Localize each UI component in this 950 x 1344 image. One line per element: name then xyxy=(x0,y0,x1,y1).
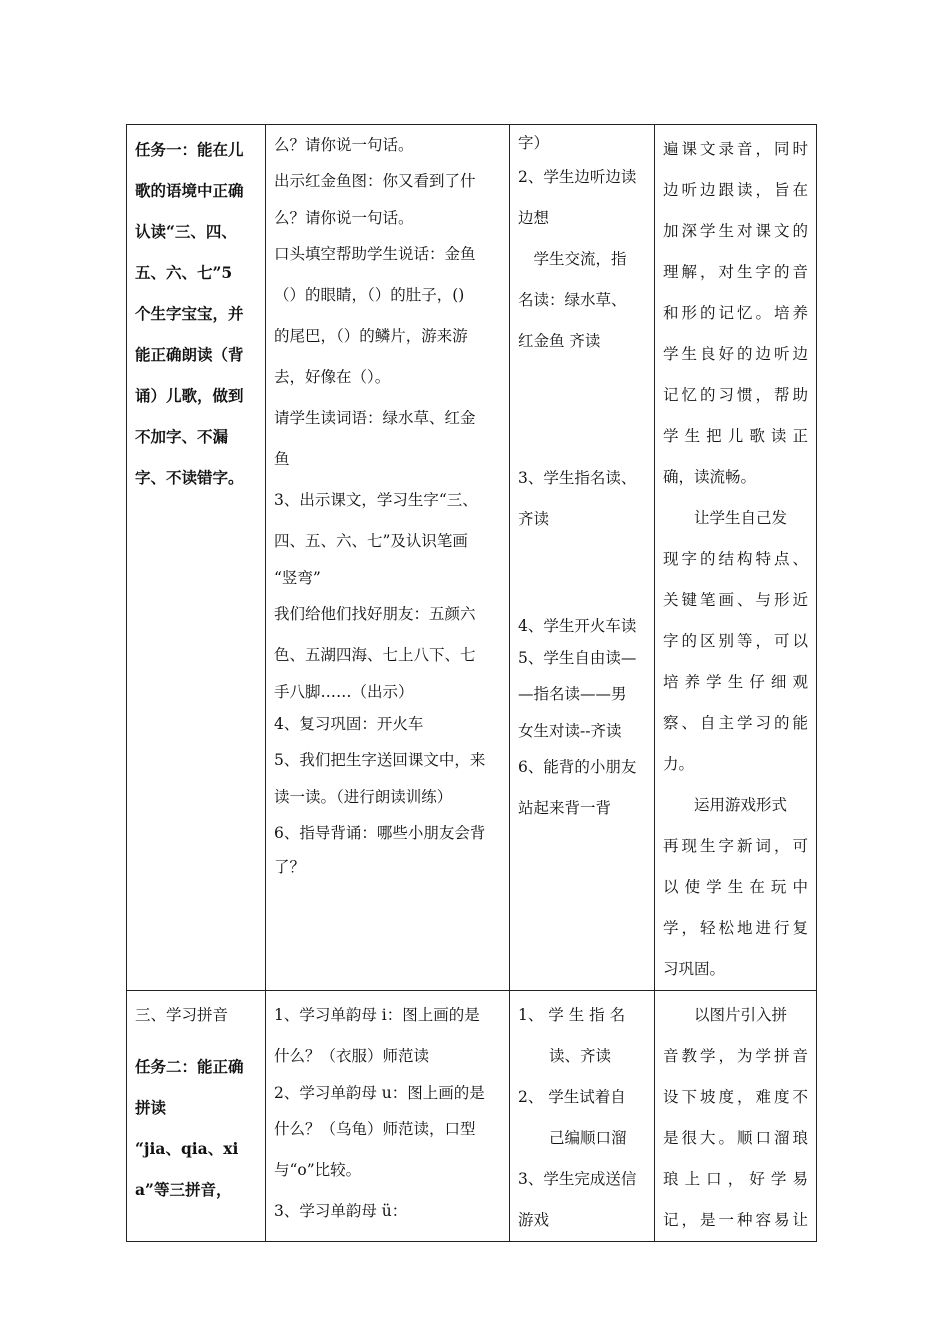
design-intent-cell xyxy=(655,125,817,991)
teacher-line: 6、指导背诵：哪些小朋友会背 xyxy=(274,824,486,842)
intent-line: 关键笔画、与形近 xyxy=(663,591,808,609)
student-line: 己编顺口溜 xyxy=(549,1129,627,1147)
teacher-line: 2、学习单韵母 u：图上画的是 xyxy=(274,1084,485,1102)
intent-line: 音教学，为学拼音 xyxy=(663,1047,808,1065)
teacher-line: 四、五、六、七”及认识笔画 xyxy=(274,532,468,550)
teacher-line: （）的眼睛，（）的肚子，() xyxy=(274,286,465,304)
teacher-line: 出示红金鱼图：你又看到了什 xyxy=(274,172,476,190)
teacher-line: 请学生读词语：绿水草、红金 xyxy=(274,409,476,427)
task-line: 诵）儿歌，做到 xyxy=(135,386,244,405)
teacher-activity-cell xyxy=(266,125,510,991)
student-line: —指名读——男 xyxy=(518,685,627,703)
teacher-line: 4、复习巩固：开火车 xyxy=(274,715,424,733)
teacher-line: 读一读。（进行朗读训练） xyxy=(274,788,453,806)
intent-line: 设下坡度，难度不 xyxy=(663,1088,808,1106)
student-line: 6、能背的小朋友 xyxy=(518,758,637,776)
teacher-line: 与“o”比较。 xyxy=(274,1161,362,1179)
intent-line: 记，是一种容易让 xyxy=(663,1211,808,1229)
task-line: 任务一：能在儿 xyxy=(135,140,244,159)
teacher-line: 色、五湖四海、七上八下、七 xyxy=(274,646,476,664)
student-activity-cell xyxy=(510,991,655,1242)
intent-line: 加深学生对课文的 xyxy=(663,222,808,240)
intent-line: 以图片引入拼 xyxy=(694,1006,788,1024)
task-line: 个生字宝宝，并 xyxy=(135,304,244,323)
lesson-plan-table xyxy=(126,124,817,1242)
intent-line: 运用游戏形式 xyxy=(694,796,788,814)
student-line: 红金鱼 齐读 xyxy=(518,332,601,350)
student-line: 读、齐读 xyxy=(549,1047,612,1065)
task-line: 字、不读错字。 xyxy=(135,468,244,487)
design-intent-cell xyxy=(655,991,817,1242)
teacher-line: “竖弯” xyxy=(274,569,321,587)
intent-line: 培养学生仔细观 xyxy=(663,673,808,691)
intent-line: 学生把儿歌读正 xyxy=(663,427,808,445)
intent-line: 遍课文录音，同时 xyxy=(663,140,808,158)
intent-line: 边听边跟读，旨在 xyxy=(663,181,808,199)
intent-line: 察、自主学习的能 xyxy=(663,714,808,732)
teacher-line: 去，好像在（）。 xyxy=(274,368,391,386)
teacher-line: 鱼 xyxy=(274,450,290,468)
teacher-line: 口头填空帮助学生说话：金鱼 xyxy=(274,245,476,263)
teacher-line: 3、出示课文，学习生字“三、 xyxy=(274,491,478,509)
task-cell xyxy=(127,125,266,991)
task-line: 认读“三、四、 xyxy=(135,222,237,241)
teacher-activity-cell xyxy=(266,991,510,1242)
task-line: 拼读 xyxy=(135,1098,167,1117)
intent-line: 字的区别等，可以 xyxy=(663,632,808,650)
intent-line: 记忆的习惯，帮助 xyxy=(663,386,808,404)
student-line: 字） xyxy=(518,134,550,152)
student-line: 边想 xyxy=(518,209,550,227)
task-line: “jia、qia、xi xyxy=(135,1139,239,1158)
intent-line: 和形的记忆。培养 xyxy=(663,304,808,322)
student-line: 女生对读--齐读 xyxy=(518,722,622,740)
student-line: 2、 学生试着自 xyxy=(518,1088,626,1106)
task-line: a”等三拼音， xyxy=(135,1180,232,1199)
student-line: 1、 学 生 指 名 xyxy=(518,1006,626,1024)
teacher-line: 3、学习单韵母 ü： xyxy=(274,1202,408,1220)
student-line: 3、学生指名读、 xyxy=(518,469,637,487)
teacher-line: 什么？（乌龟）师范读，口型 xyxy=(274,1120,476,1138)
intent-line: 学生良好的边听边 xyxy=(663,345,808,363)
student-line: 学生交流，指 xyxy=(533,250,627,268)
teacher-line: 1、学习单韵母 i：图上画的是 xyxy=(274,1006,480,1024)
intent-line: 力。 xyxy=(663,755,695,773)
intent-line: 是很大。顺口溜琅 xyxy=(663,1129,808,1147)
table-row xyxy=(127,991,817,1242)
section-heading: 三、学习拼音 xyxy=(135,1006,229,1024)
intent-line: 确，读流畅。 xyxy=(663,468,757,486)
student-line: 3、学生完成送信 xyxy=(518,1170,637,1188)
student-line: 5、学生自由读— xyxy=(518,649,637,667)
teacher-line: 我们给他们找好朋友：五颜六 xyxy=(274,605,476,623)
teacher-line: 什么？（衣服）师范读 xyxy=(274,1047,430,1065)
teacher-line: 的尾巴，（）的鳞片，游来游 xyxy=(274,327,468,345)
teacher-line: 手八脚……（出示） xyxy=(274,683,414,701)
intent-line: 再现生字新词，可 xyxy=(663,837,808,855)
student-line: 名读：绿水草、 xyxy=(518,291,627,309)
task-line: 不加字、不漏 xyxy=(135,427,229,446)
task-cell xyxy=(127,991,266,1242)
task-line: 五、六、七”5 xyxy=(135,263,233,282)
student-line: 游戏 xyxy=(518,1211,550,1229)
student-line: 站起来背一背 xyxy=(518,799,612,817)
intent-line: 琅上口，好学易 xyxy=(663,1170,808,1188)
intent-line: 现字的结构特点、 xyxy=(663,550,808,568)
intent-line: 习巩固。 xyxy=(663,960,726,978)
teacher-line: 么？请你说一句话。 xyxy=(274,209,414,227)
teacher-line: 了？ xyxy=(274,858,306,876)
student-line: 4、学生开火车读 xyxy=(518,617,637,635)
intent-line: 学，轻松地进行复 xyxy=(663,919,808,937)
task-line: 歌的语境中正确 xyxy=(135,181,244,200)
intent-line: 以使学生在玩中 xyxy=(663,878,808,896)
table-row xyxy=(127,125,817,991)
task-line: 能正确朗读（背 xyxy=(135,345,244,364)
intent-line: 理解，对生字的音 xyxy=(663,263,808,281)
student-line: 齐读 xyxy=(518,510,550,528)
task-line: 任务二：能正确 xyxy=(135,1057,244,1076)
teacher-line: 5、我们把生字送回课文中，来 xyxy=(274,751,486,769)
student-line: 2、学生边听边读 xyxy=(518,168,637,186)
student-activity-cell xyxy=(510,125,655,991)
teacher-line: 么？请你说一句话。 xyxy=(274,136,414,154)
intent-line: 让学生自己发 xyxy=(694,509,788,527)
